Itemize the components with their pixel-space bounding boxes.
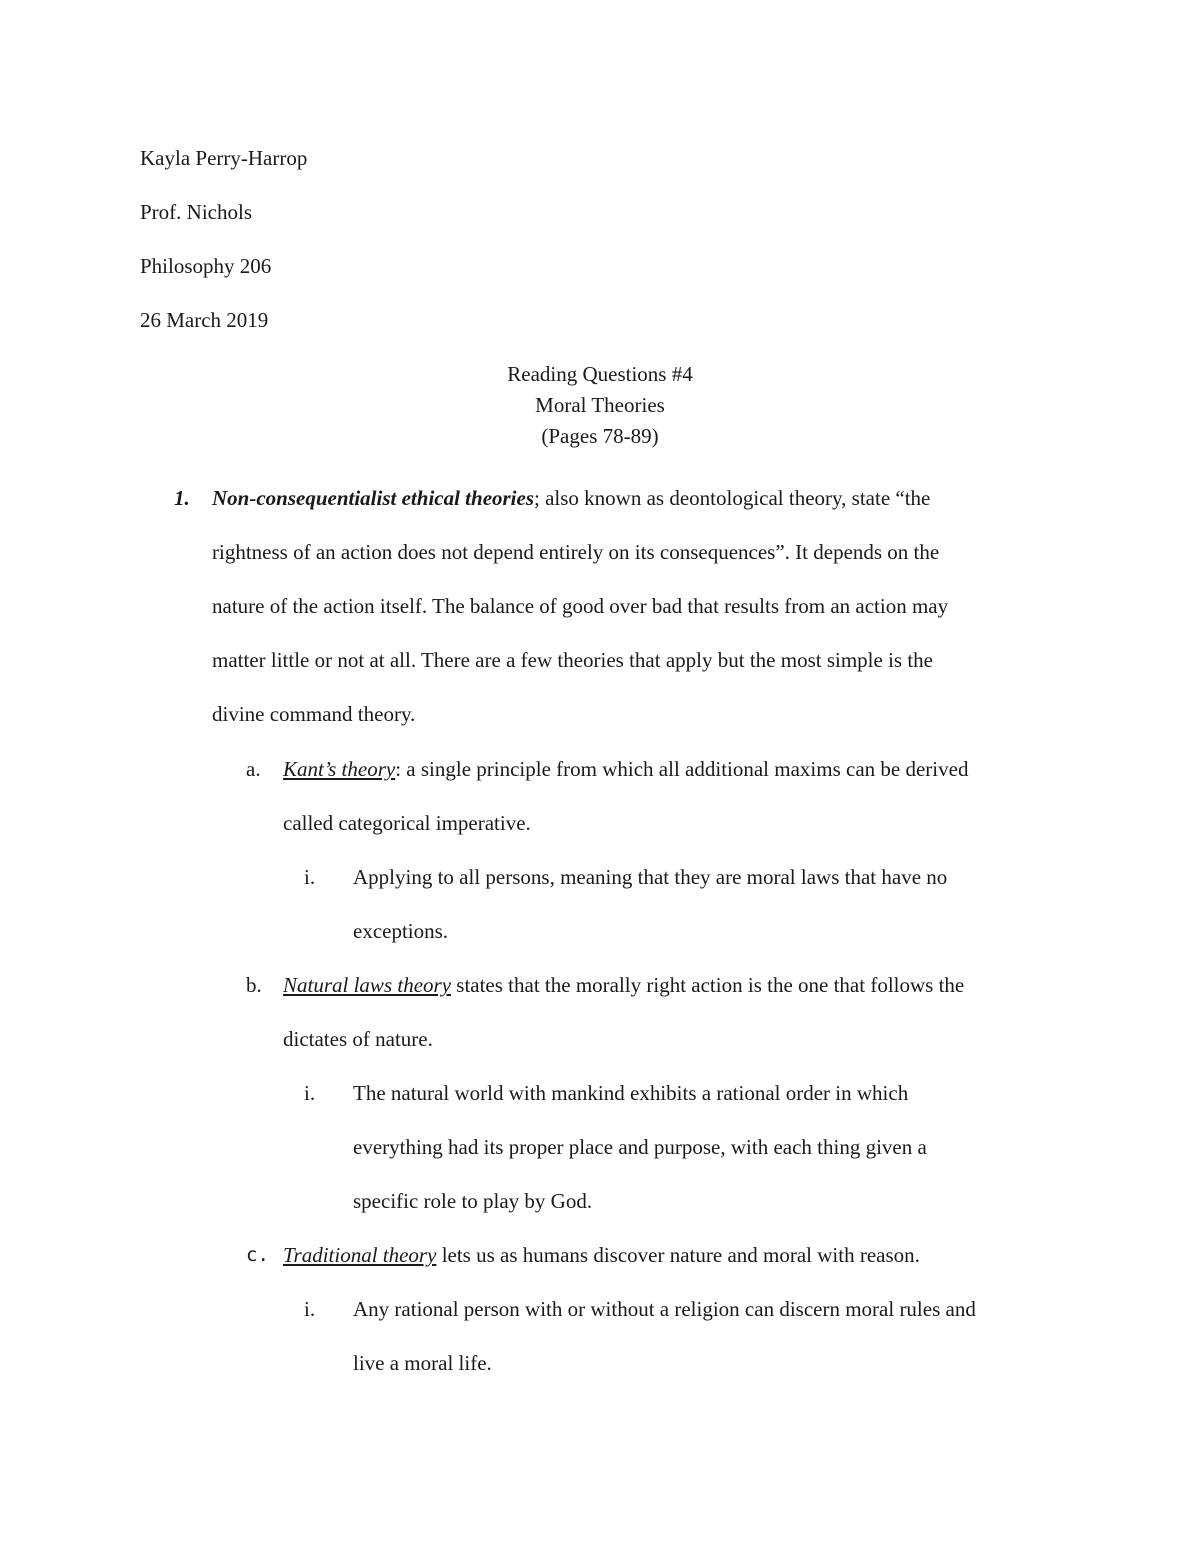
item-c-term: Traditional theory [283, 1243, 437, 1267]
document-date: 26 March 2019 [140, 308, 269, 332]
item-a-line-1 [283, 757, 968, 781]
author-name: Kayla Perry-Harrop [140, 146, 308, 170]
item-1-line-5: divine command theory. [212, 702, 416, 726]
item-1-line-1 [212, 486, 930, 510]
item-b-line-1 [283, 973, 964, 997]
item-b-i-line-2: everything had its proper place and purpose, with each thing given a [353, 1135, 927, 1159]
item-1-line-2: rightness of an action does not depend entirely on its consequences”. It depends on the [212, 540, 940, 564]
item-1-text-1: ; also known as deontological theory, state “the [534, 486, 931, 510]
list-marker-b-i: i. [304, 1081, 316, 1105]
item-c-i-line-2: live a moral life. [353, 1351, 492, 1375]
item-a-i-line-1: Applying to all persons, meaning that they are moral laws that have no [353, 865, 948, 889]
item-b-i-line-3: specific role to play by God. [353, 1189, 593, 1213]
item-b-line-2: dictates of nature. [283, 1027, 433, 1051]
item-c-text-1: lets us as humans discover nature and moral with reason. [436, 1243, 920, 1267]
list-marker-c-i: i. [304, 1297, 316, 1321]
document-subtitle: Moral Theories [535, 393, 665, 417]
item-1-line-4: matter little or not at all. There are a few theories that apply but the most simple is the [212, 648, 933, 672]
course-name: Philosophy 206 [140, 254, 272, 278]
professor-name: Prof. Nichols [140, 200, 252, 224]
item-a-term: Kant’s theory [283, 757, 396, 781]
list-marker-a-i: i. [304, 865, 316, 889]
list-marker-a: a. [246, 757, 261, 781]
item-c-i-line-1: Any rational person with or without a religion can discern moral rules and [353, 1297, 976, 1321]
item-a-line-2: called categorical imperative. [283, 811, 531, 835]
item-1-term: Non-consequentialist ethical theories [212, 486, 535, 510]
item-a-text-1: : a single principle from which all additional maxims can be derived [395, 757, 969, 781]
list-marker-c: c. [246, 1244, 269, 1266]
item-c-line-1 [283, 1243, 920, 1267]
list-marker-b: b. [246, 973, 262, 997]
item-a-i-line-2: exceptions. [353, 919, 449, 943]
item-b-term: Natural laws theory [283, 973, 452, 997]
list-marker-1: 1. [174, 486, 190, 510]
item-b-text-1: states that the morally right action is the one that follows the [451, 973, 965, 997]
item-1-line-3: nature of the action itself. The balance of good over bad that results from an action may [212, 594, 949, 618]
document-title: Reading Questions #4 [507, 362, 693, 386]
item-b-i-line-1: The natural world with mankind exhibits a rational order in which [353, 1081, 909, 1105]
page-range: (Pages 78-89) [541, 424, 659, 448]
